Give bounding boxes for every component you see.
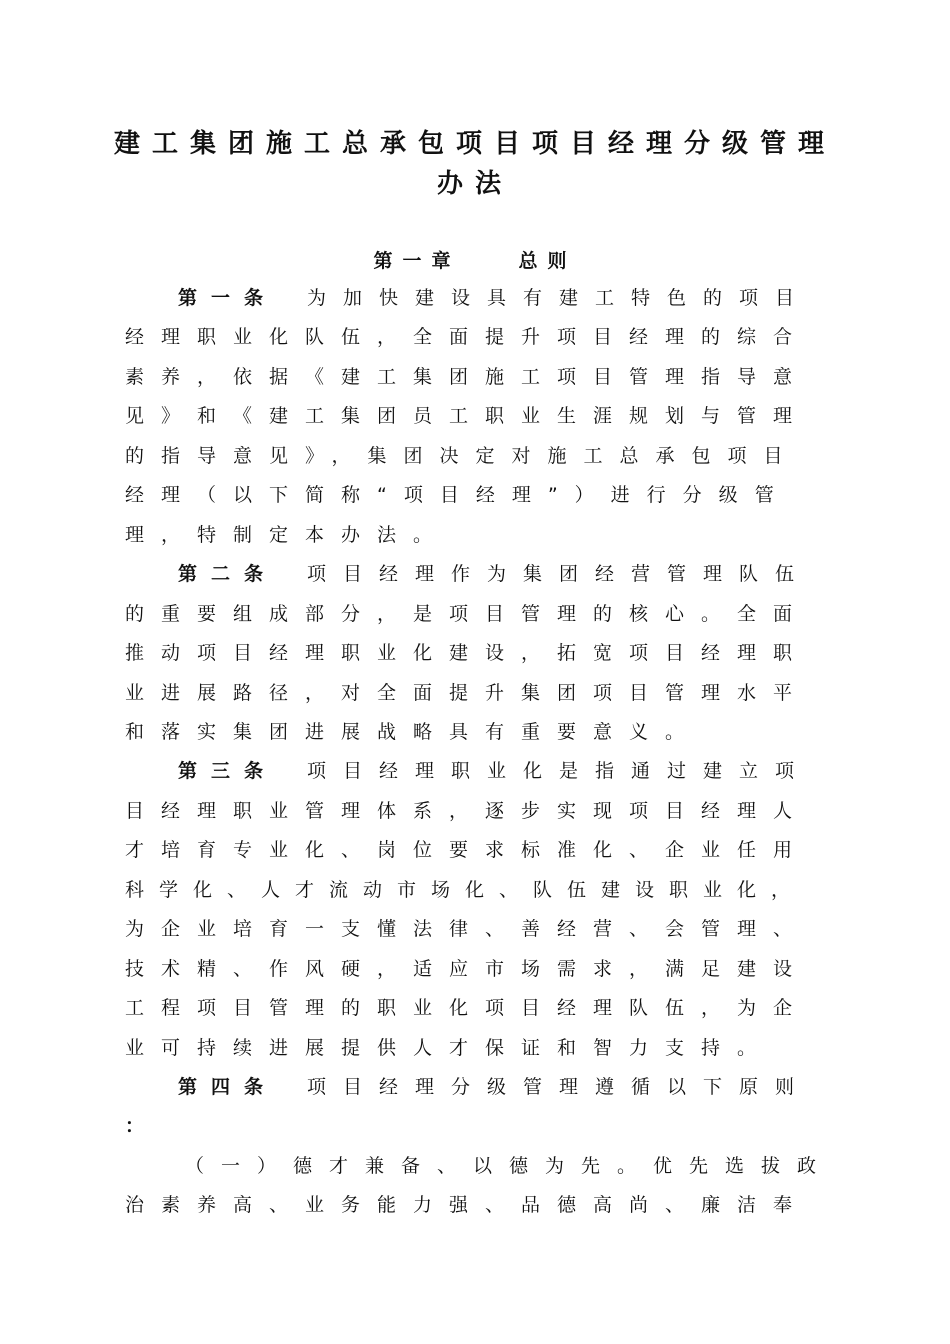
article-3-line: 工程项目管理的职业化项目经理队伍，为企 xyxy=(125,997,810,1019)
article-2-line: 推动项目经理职业化建设，拓宽项目经理职 xyxy=(125,642,810,664)
document-title-line-1: 建工集团施工总承包项目项目经理分级管理 xyxy=(113,129,836,159)
article-1-first-line xyxy=(178,284,878,312)
document-title-line-2: 办法 xyxy=(436,169,513,199)
article-label: 第二条 xyxy=(178,563,278,585)
article-4-first-line xyxy=(178,1073,878,1101)
principle-1-first-line: （一）德才兼备、以德为先。优先选拔政 xyxy=(185,1155,834,1177)
article-text: 项目经理作为集团经营管理队伍 xyxy=(307,563,812,585)
article-2-first-line xyxy=(178,560,878,588)
article-2-line: 业进展路径，对全面提升集团项目管理水平 xyxy=(125,682,810,704)
article-3-line: 技术精、作风硬，适应市场需求，满足建设 xyxy=(125,958,810,980)
article-3-line: 科学化、人才流动市场化、队伍建设职业化， xyxy=(125,879,806,901)
article-1-line: 经理（以下简称“项目经理”）进行分级管 xyxy=(125,484,791,506)
article-1-line: 理，特制定本办法。 xyxy=(125,524,450,546)
article-text: 为加快建设具有建工特色的项目 xyxy=(307,287,812,309)
article-3-line: 目经理职业管理体系，逐步实现项目经理人 xyxy=(125,800,810,822)
article-1-line: 的指导意见》，集团决定对施工总承包项目 xyxy=(125,445,800,467)
article-label: 第一条 xyxy=(178,287,278,309)
article-1-line: 见》和《建工集团员工职业生涯规划与管理 xyxy=(125,405,810,427)
article-4-line: ： xyxy=(125,1115,145,1137)
principle-1-line: 治素养高、业务能力强、品德高尚、廉洁奉 xyxy=(125,1194,810,1216)
article-3-line: 业可持续进展提供人才保证和智力支持。 xyxy=(125,1037,774,1059)
article-2-line: 和落实集团进展战略具有重要意义。 xyxy=(125,721,702,743)
chapter-heading: 第一章 总则 xyxy=(373,250,577,272)
article-1-line: 经理职业化队伍，全面提升项目经理的综合 xyxy=(125,326,810,348)
article-3-line: 为企业培育一支懂法律、善经营、会管理、 xyxy=(125,918,810,940)
article-3-line: 才培育专业化、岗位要求标准化、企业任用 xyxy=(125,839,810,861)
article-label: 第四条 xyxy=(178,1076,278,1098)
article-1-line: 素养，依据《建工集团施工项目管理指导意 xyxy=(125,366,810,388)
article-3-first-line xyxy=(178,757,878,785)
article-text: 项目经理职业化是指通过建立项 xyxy=(307,760,812,782)
article-label: 第三条 xyxy=(178,760,278,782)
article-text: 项目经理分级管理遵循以下原则 xyxy=(307,1076,812,1098)
article-2-line: 的重要组成部分，是项目管理的核心。全面 xyxy=(125,603,810,625)
